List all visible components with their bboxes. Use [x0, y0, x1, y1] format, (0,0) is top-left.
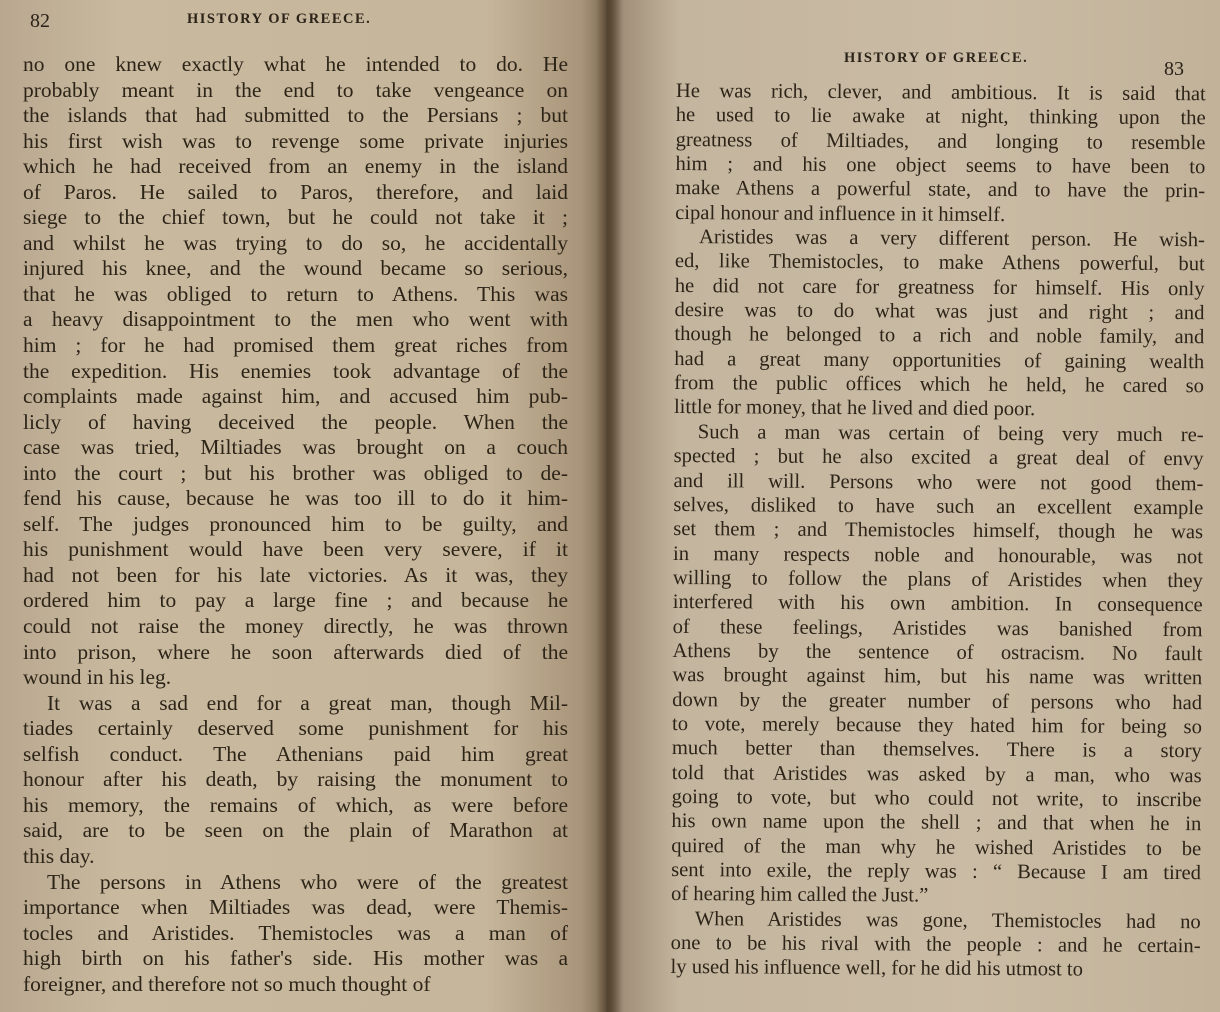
- text-line: him ; and his one object seems to have been to: [675, 153, 1206, 179]
- text-line: When Aristides was gone, Themistocles had no: [694, 907, 1201, 933]
- text-line: probably meant in the end to take vengeance on: [23, 77, 568, 102]
- text-line: had a great many opportunities of gaining wealth: [674, 347, 1205, 374]
- text-line: complaints made against him, and accused him pub-: [23, 384, 568, 409]
- text-line: wound in his leg.: [23, 665, 172, 690]
- text-line: into the court ; but his brother was obliged to de-: [23, 460, 568, 485]
- text-line: Athens by the sentence of ostracism. No fault: [672, 639, 1203, 666]
- text-line: He was rich, clever, and ambitious. It is said that: [675, 79, 1206, 106]
- text-line: that he was obliged to return to Athens. This was: [23, 281, 568, 306]
- text-line: his own name upon the shell ; and that when he in: [671, 810, 1202, 836]
- text-line: honour after his death, by raising the monument to: [23, 767, 568, 792]
- left-running-head: HISTORY OF GREECE.: [187, 11, 372, 27]
- text-line: The persons in Athens who were of the greatest: [47, 869, 568, 894]
- text-line: and ill will. Persons who were not good them-: [673, 469, 1204, 495]
- text-line: he used to lie awake at night, thinking upon the: [675, 104, 1206, 130]
- text-line: injured his knee, and the wound became so serious,: [23, 256, 568, 281]
- text-line: him ; for he had promised them great riches from: [23, 333, 568, 358]
- text-line: licly of having deceived the people. When the: [23, 409, 568, 434]
- text-line: importance when Miltiades was dead, were Themis-: [23, 895, 568, 920]
- text-line: was brought against him, but his name was written: [672, 664, 1203, 690]
- text-line: this day.: [23, 843, 95, 868]
- left-page: [0, 0, 606, 1012]
- right-page: [606, 0, 1220, 1012]
- text-line: the islands that had submitted to the Persians ; but: [23, 103, 568, 128]
- text-line: high birth on his father's side. His mother was a: [23, 946, 568, 971]
- right-running-head: HISTORY OF GREECE.: [844, 50, 1029, 66]
- text-line: one to be his rival with the people : and he certain-: [670, 932, 1201, 958]
- text-line: had not been for his late victories. As it was, they: [23, 562, 568, 587]
- text-line: much better than themselves. There is a story: [671, 737, 1202, 763]
- text-line: spected ; but he also excited a great deal of envy: [673, 445, 1204, 471]
- text-line: siege to the chief town, but he could not take it ;: [23, 205, 568, 230]
- text-line: fend his cause, because he was too ill to do it him-: [23, 486, 568, 511]
- text-line: interfered with his own ambition. In consequence: [672, 591, 1203, 617]
- text-line: and whilst he was trying to do so, he accidentally: [23, 230, 568, 255]
- text-line: down by the greater number of persons who had: [672, 688, 1203, 714]
- text-line: quired of the man why he wished Aristides to be: [671, 834, 1202, 860]
- text-line: of hearing him called the Just.”: [670, 883, 929, 907]
- text-line: his punishment would have been very severe, if it: [23, 537, 568, 562]
- text-line: ly used his influence well, for he did his utmost to: [670, 956, 1084, 981]
- text-line: said, are to be seen on the plain of Marathon at: [23, 818, 568, 843]
- text-line: Aristides was a very different person. He wish-: [698, 226, 1205, 252]
- text-line: of Paros. He sailed to Paros, therefore, and laid: [23, 179, 568, 204]
- text-line: could not raise the money directly, he was thrown: [23, 614, 568, 639]
- text-line: in many respects noble and honourable, was not: [673, 542, 1204, 568]
- text-line: case was tried, Miltiades was brought on a couch: [23, 435, 568, 460]
- text-line: make Athens a powerful state, and to have the prin-: [675, 177, 1206, 203]
- text-line: little for money, that he lived and died poor.: [673, 396, 1036, 421]
- text-line: greatness of Miltiades, and longing to resemble: [675, 128, 1206, 154]
- text-line: desire was to do what was just and right ; and: [674, 299, 1205, 325]
- left-page-number: 82: [30, 10, 50, 32]
- text-line: self. The judges pronounced him to be guilty, and: [23, 511, 568, 536]
- right-page-text: [670, 79, 1205, 983]
- text-line: the expedition. His enemies took advantage of the: [23, 358, 568, 383]
- text-line: tocles and Aristides. Themistocles was a man of: [23, 920, 568, 945]
- text-line: willing to follow the plans of Aristides when they: [672, 566, 1203, 593]
- text-line: into prison, where he soon afterwards died of the: [23, 639, 568, 664]
- text-line: sent into exile, the reply was : “ Because I am tired: [671, 858, 1202, 885]
- text-line: ed, like Themistocles, to make Athens powerful, but: [674, 250, 1205, 276]
- text-line: from the public offices which he held, he cared so: [674, 372, 1205, 398]
- text-line: selfish conduct. The Athenians paid him great: [23, 741, 568, 766]
- text-line: his first wish was to revenge some private injuries: [23, 128, 568, 153]
- text-line: going to vote, but who could not write, to inscribe: [671, 785, 1202, 812]
- text-line: though he belonged to a rich and noble family, and: [674, 323, 1205, 349]
- text-line: to vote, merely because they hated him for being so: [671, 712, 1202, 739]
- text-line: of these feelings, Aristides was banished from: [672, 615, 1203, 641]
- text-line: foreigner, and therefore not so much thought of: [23, 971, 431, 996]
- text-line: ordered him to pay a large fine ; and because he: [23, 588, 568, 613]
- text-line: tiades certainly deserved some punishment for his: [23, 716, 568, 741]
- text-line: told that Aristides was asked by a man, who was: [671, 761, 1202, 787]
- text-line: selves, disliked to have such an excellent example: [673, 493, 1204, 520]
- text-line: set them ; and Themistocles himself, though he was: [673, 518, 1204, 544]
- text-line: cipal honour and influence in it himself.: [675, 201, 1006, 226]
- left-page-text: [23, 52, 568, 997]
- text-line: It was a sad end for a great man, though Mil-: [47, 690, 568, 715]
- text-line: a heavy disappointment to the men who went with: [23, 307, 568, 332]
- text-line: which he had received from an enemy in the island: [23, 154, 568, 179]
- text-line: Such a man was certain of being very much re-: [697, 420, 1204, 447]
- right-page-number: 83: [1164, 58, 1184, 80]
- text-line: his memory, the remains of which, as were before: [23, 792, 568, 817]
- text-line: no one knew exactly what he intended to do. He: [23, 52, 568, 76]
- text-line: he did not care for greatness for himself. His only: [674, 274, 1205, 300]
